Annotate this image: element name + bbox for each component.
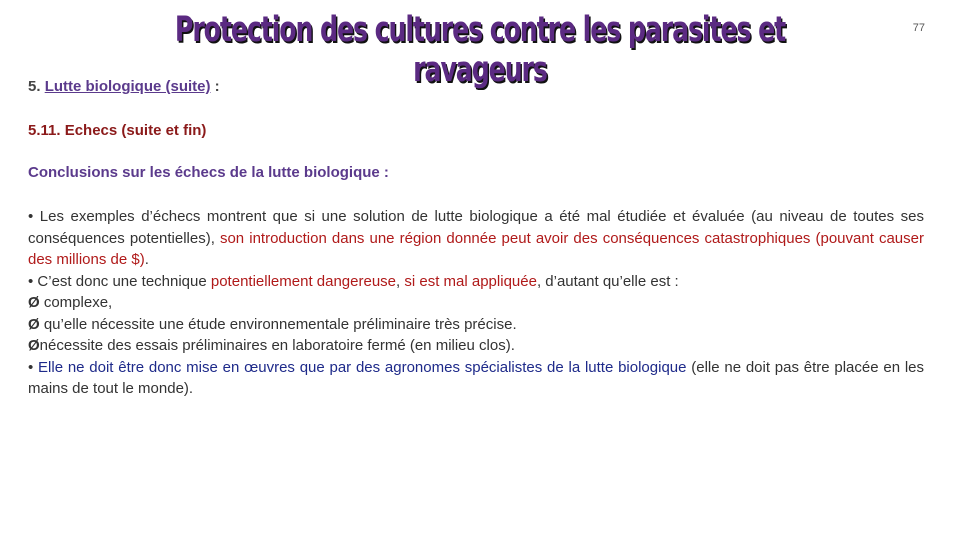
paragraph-1 <box>28 206 924 271</box>
bullet-text-2: qu’elle nécessite une étude environnementale préliminaire très précise. <box>39 315 517 333</box>
subsection-heading: 5.11. Echecs (suite et fin) <box>28 122 207 139</box>
p2-text: • C’est donc une technique <box>28 272 211 290</box>
p1-text: • Les exemples d’échecs montrent que si une solution de lutte biologique a été mal étudiée et évaluée (au niveau de toutes ses conséquences potentielles), <box>28 208 924 247</box>
bullet-item-1 <box>28 292 924 314</box>
section-heading <box>28 78 220 95</box>
body-text <box>28 206 924 400</box>
section-prefix: 5. <box>28 78 45 95</box>
p2-highlight-1: potentiellement dangereuse <box>210 272 397 290</box>
arrow-icon: Ø <box>28 337 40 354</box>
slide-title: Protection des cultures contre les parasites et ravageurs <box>174 10 786 90</box>
p1-highlight: son introduction dans une région donnée peut avoir des conséquences catastrophiques (pouvant causer des millions de $) <box>28 229 924 268</box>
bullet-item-3 <box>28 335 924 357</box>
p3-highlight: Elle ne doit être donc mise en œuvres que par des agronomes spécialistes de la lutte biologique <box>38 358 687 376</box>
conclusions-heading: Conclusions sur les échecs de la lutte biologique : <box>28 164 389 181</box>
page-number: 77 <box>912 22 925 34</box>
paragraph-3 <box>28 357 924 400</box>
bullet-text-3: nécessite des essais préliminaires en laboratoire fermé (en milieu clos). <box>39 337 515 354</box>
p2-highlight-2: si est mal appliquée <box>404 272 537 290</box>
bullet-item-2 <box>28 314 924 336</box>
p3-end: (elle ne doit pas être placée en les mains de tout le monde). <box>28 358 925 397</box>
section-suffix: : <box>210 78 220 95</box>
p3-bullet: • <box>28 358 39 376</box>
arrow-icon: Ø <box>28 315 40 333</box>
paragraph-2 <box>28 271 924 293</box>
bullet-text-1: complexe, <box>39 294 113 311</box>
p2-end: , d’autant qu’elle est : <box>536 272 679 290</box>
arrow-icon: Ø <box>28 294 40 311</box>
p2-mid: , <box>396 272 405 290</box>
section-title: Lutte biologique (suite) <box>44 78 211 95</box>
p1-end: . <box>144 251 149 268</box>
